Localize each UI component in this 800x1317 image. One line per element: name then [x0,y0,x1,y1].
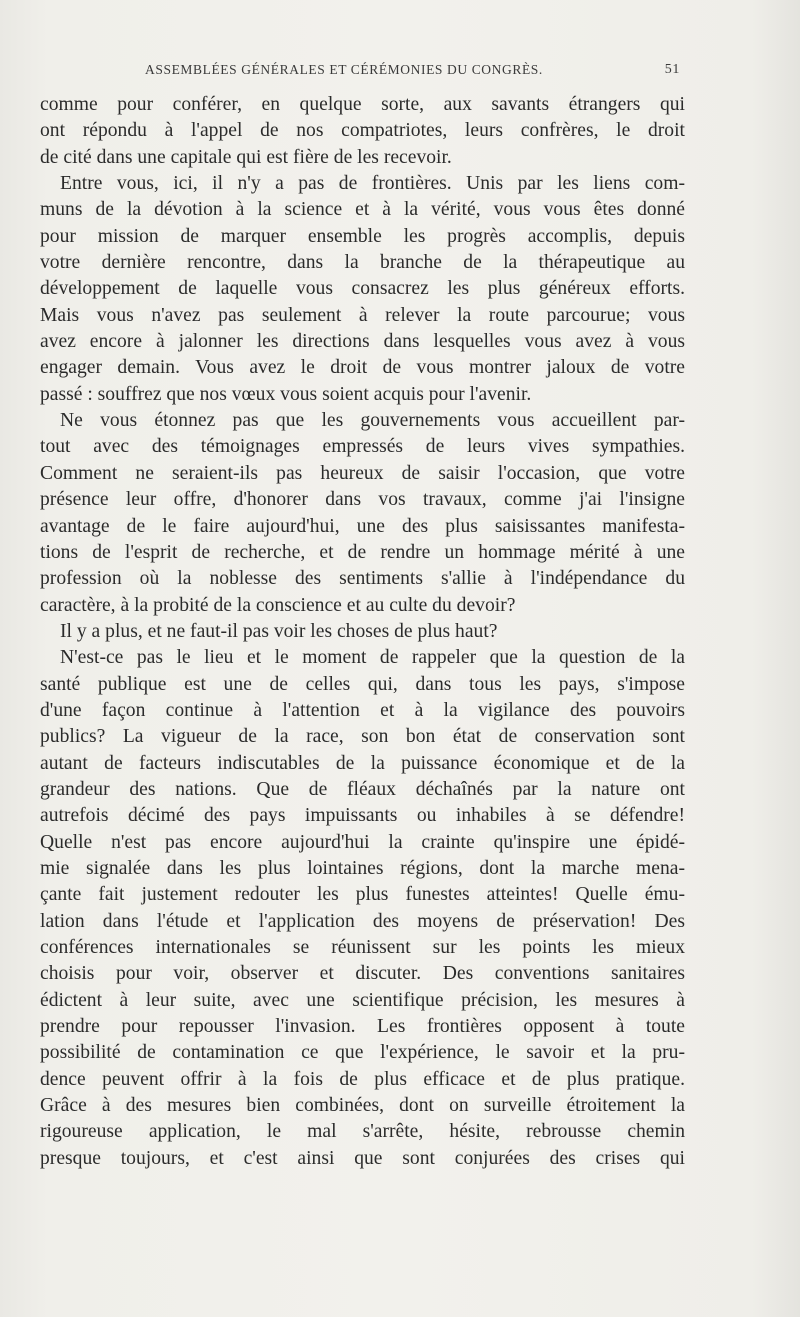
text-line: publics? La vigueur de la race, son bon état de conservation sont [40,726,685,748]
text-line: avantage de le faire aujourd'hui, une des plus saisissantes manifesta- [40,515,685,537]
body-text [40,92,685,1172]
text-line: çante fait justement redouter les plus funestes atteintes! Quelle ému- [40,884,685,906]
text-line: mie signalée dans les plus lointaines régions, dont la marche mena- [40,857,685,879]
text-line: avez encore à jalonner les directions dans lesquelles vous avez à vous [40,331,685,353]
text-line: passé : souffrez que nos vœux vous soient acquis pour l'avenir. [40,383,532,405]
text-line: de cité dans une capitale qui est fière de les recevoir. [40,146,452,168]
text-line: ont répondu à l'appel de nos compatriotes, leurs confrères, le droit [40,120,685,142]
text-line: Il y a plus, et ne faut-il pas voir les choses de plus haut? [60,620,498,642]
text-line: lation dans l'étude et l'application des moyens de préservation! Des [40,910,685,932]
text-line: édictent à leur suite, avec une scientifique précision, les mesures à [40,989,685,1011]
text-line: caractère, à la probité de la conscience et au culte du devoir? [40,594,516,616]
text-line: Ne vous étonnez pas que les gouvernements vous accueillent par- [60,410,685,432]
text-line: grandeur des nations. Que de fléaux déchaînés par la nature ont [40,778,685,800]
text-line: autrefois décimé des pays impuissants ou inhabiles à se défendre! [40,805,685,827]
text-line: développement de laquelle vous consacrez les plus généreux efforts. [40,278,685,300]
text-line: Grâce à des mesures bien combinées, dont on surveille étroitement la [40,1095,685,1117]
running-title: ASSEMBLÉES GÉNÉRALES ET CÉRÉMONIES DU CONGRÈS. [145,62,543,77]
text-line: dence peuvent offrir à la fois de plus efficace et de plus pratique. [40,1068,685,1090]
text-line: comme pour conférer, en quelque sorte, aux savants étrangers qui [40,94,685,115]
running-head [145,62,680,82]
text-line: autant de facteurs indiscutables de la puissance économique et de la [40,752,685,774]
text-line: Quelle n'est pas encore aujourd'hui la crainte qu'inspire une épidé- [40,831,685,853]
text-line: muns de la dévotion à la science et à la vérité, vous vous êtes donné [40,199,685,221]
text-line: Mais vous n'avez pas seulement à relever la route parcourue; vous [40,304,685,326]
text-line: tions de l'esprit de recherche, et de rendre un hommage mérité à une [40,541,685,563]
page-number: 51 [664,62,680,77]
text-line: N'est-ce pas le lieu et le moment de rappeler que la question de la [60,647,685,669]
text-line: votre dernière rencontre, dans la branche de la thérapeutique au [40,252,685,274]
text-line: Comment ne seraient-ils pas heureux de saisir l'occasion, que votre [40,462,685,484]
text-line: pour mission de marquer ensemble les progrès accomplis, depuis [40,225,685,247]
text-line: profession où la noblesse des sentiments s'allie à l'indépendance du [40,568,685,590]
text-line: tout avec des témoignages empressés de leurs vives sympathies. [40,436,685,458]
text-line: rigoureuse application, le mal s'arrête, hésite, rebrousse chemin [40,1121,685,1143]
text-line: engager demain. Vous avez le droit de vous montrer jaloux de votre [40,357,685,379]
text-line: possibilité de contamination ce que l'expérience, le savoir et la pru- [40,1042,685,1064]
text-line: prendre pour repousser l'invasion. Les frontières opposent à toute [40,1016,685,1038]
text-line: presque toujours, et c'est ainsi que sont conjurées des crises qui [40,1147,685,1169]
text-line: conférences internationales se réunissent sur les points les mieux [40,937,685,958]
text-line: présence leur offre, d'honorer dans vos travaux, comme j'ai l'insigne [40,489,685,511]
text-line: choisis pour voir, observer et discuter. Des conventions sanitaires [40,963,685,985]
text-line: d'une façon continue à l'attention et à la vigilance des pouvoirs [40,699,685,721]
text-line: Entre vous, ici, il n'y a pas de frontières. Unis par les liens com- [60,173,685,195]
text-line: santé publique est une de celles qui, dans tous les pays, s'impose [40,673,685,695]
